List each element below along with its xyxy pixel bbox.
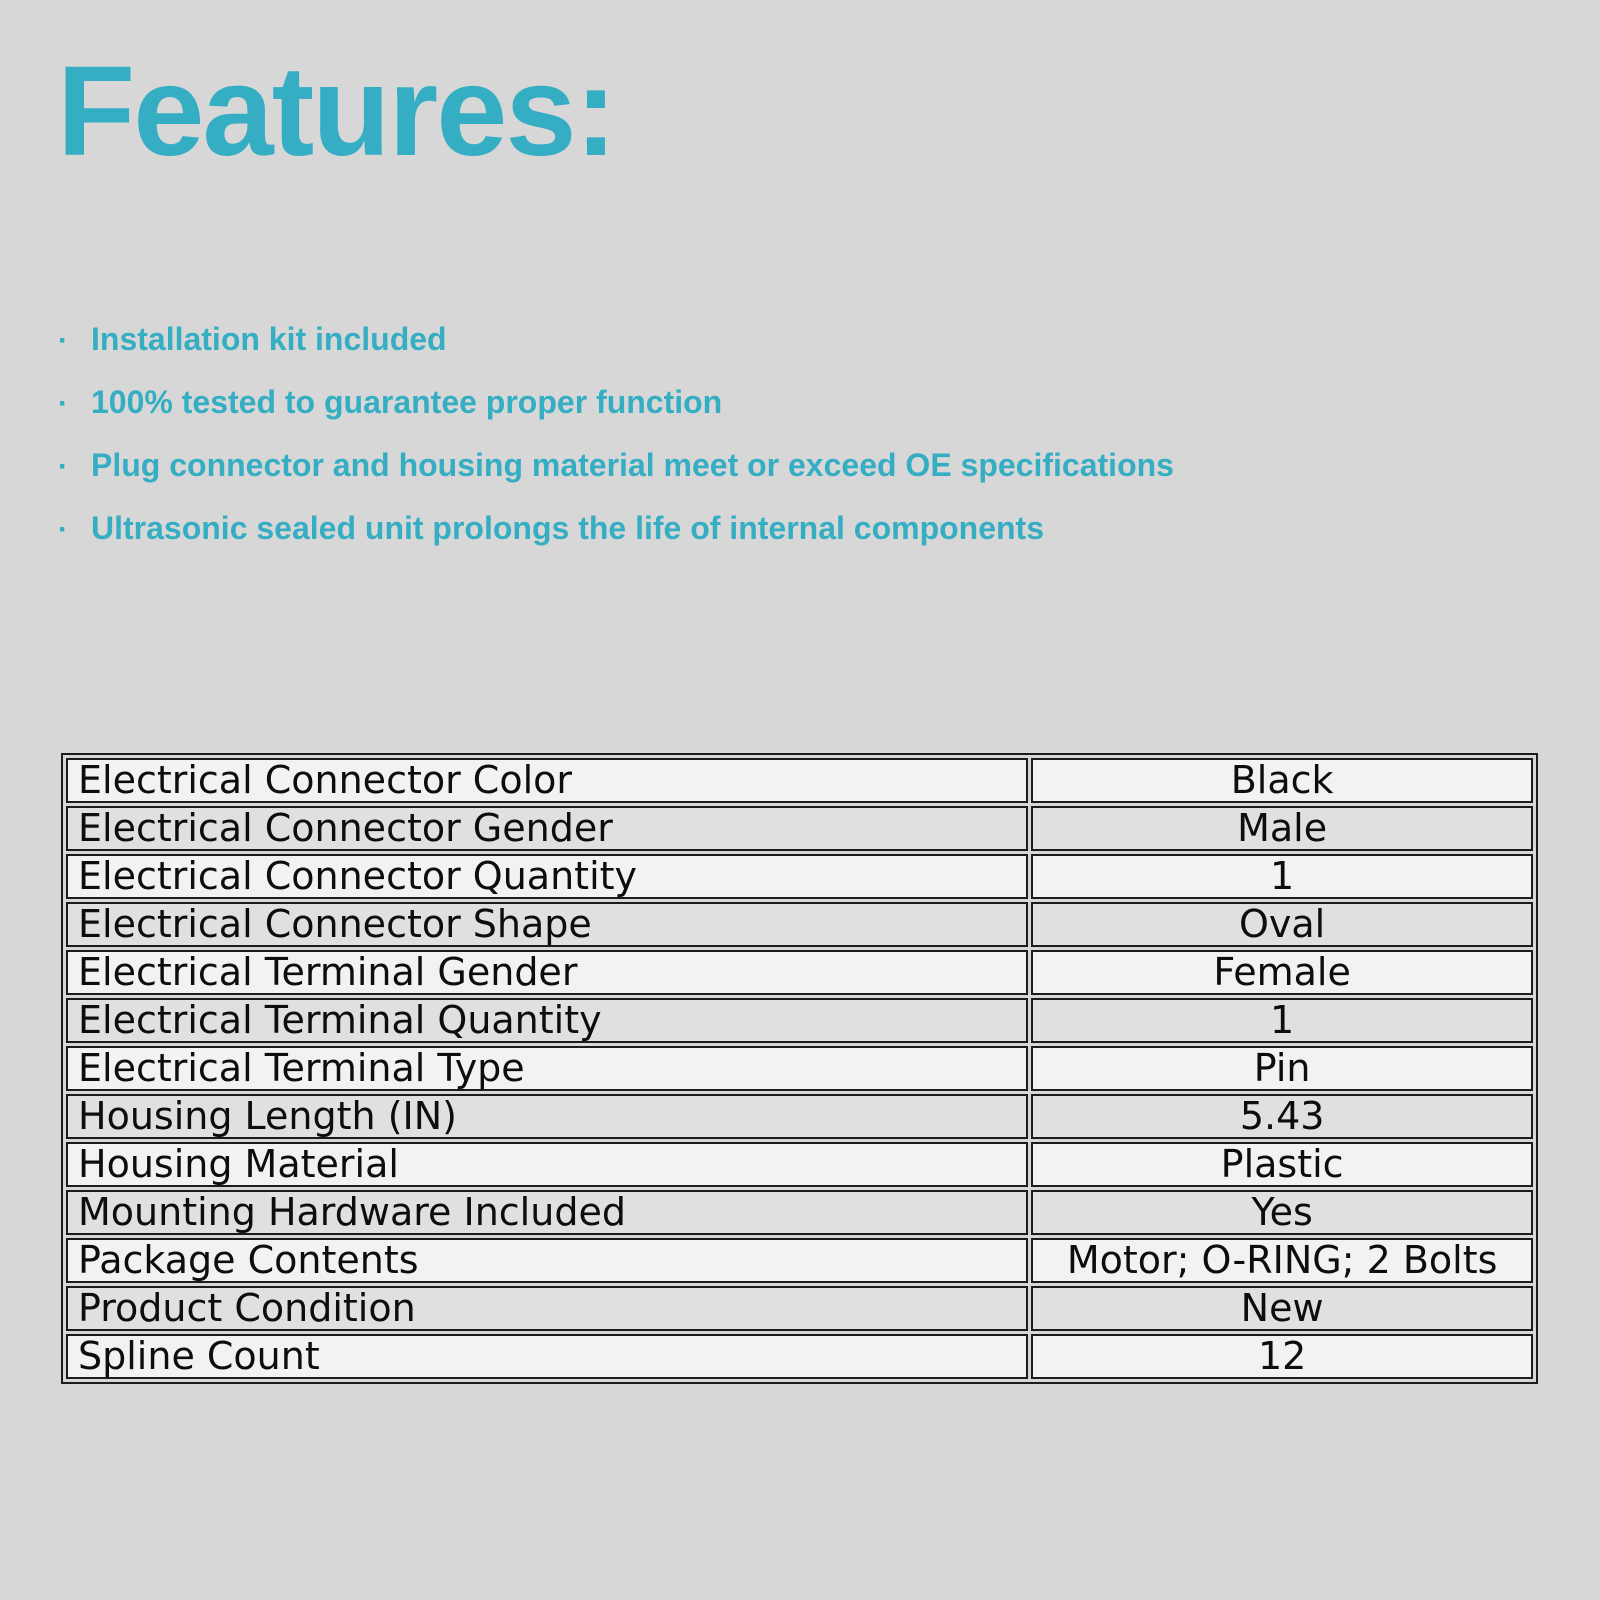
- features-heading: Features:: [57, 40, 616, 183]
- spec-label: Spline Count: [66, 1334, 1028, 1379]
- table-row: [66, 1046, 1533, 1091]
- feature-item: [55, 511, 1174, 547]
- spec-label: Electrical Terminal Gender: [66, 950, 1028, 995]
- features-list: [55, 322, 1174, 574]
- table-row: [66, 1094, 1533, 1139]
- spec-value: New: [1031, 1286, 1533, 1331]
- spec-value: Yes: [1031, 1190, 1533, 1235]
- spec-label: Electrical Connector Quantity: [66, 854, 1028, 899]
- table-row: [66, 854, 1533, 899]
- table-row: [66, 1334, 1533, 1379]
- bullet-icon: ·: [58, 324, 68, 357]
- spec-label: Product Condition: [66, 1286, 1028, 1331]
- table-row: [66, 950, 1533, 995]
- table-row: [66, 806, 1533, 851]
- table-row: [66, 902, 1533, 947]
- spec-value: Motor; O-RING; 2 Bolts: [1031, 1238, 1533, 1283]
- spec-label: Mounting Hardware Included: [66, 1190, 1028, 1235]
- spec-value: 12: [1031, 1334, 1533, 1379]
- spec-label: Housing Material: [66, 1142, 1028, 1187]
- table-row: [66, 1190, 1533, 1235]
- table-row: [66, 1238, 1533, 1283]
- feature-item: [55, 385, 1174, 421]
- spec-label: Electrical Connector Gender: [66, 806, 1028, 851]
- spec-label: Electrical Terminal Quantity: [66, 998, 1028, 1043]
- feature-text: 100% tested to guarantee proper function: [91, 384, 723, 420]
- feature-text: Installation kit included: [91, 321, 447, 357]
- table-row: [66, 1286, 1533, 1331]
- spec-label: Electrical Terminal Type: [66, 1046, 1028, 1091]
- spec-value: Plastic: [1031, 1142, 1533, 1187]
- spec-label: Electrical Connector Color: [66, 758, 1028, 803]
- spec-value: 1: [1031, 854, 1533, 899]
- table-row: [66, 998, 1533, 1043]
- feature-text: Plug connector and housing material meet or exceed OE specifications: [91, 447, 1174, 483]
- spec-value: Black: [1031, 758, 1533, 803]
- specs-table: [61, 753, 1538, 1384]
- spec-value: Male: [1031, 806, 1533, 851]
- spec-value: Oval: [1031, 902, 1533, 947]
- spec-value: 5.43: [1031, 1094, 1533, 1139]
- bullet-icon: ·: [58, 513, 68, 546]
- table-row: [66, 1142, 1533, 1187]
- feature-item: [55, 448, 1174, 484]
- spec-label: Package Contents: [66, 1238, 1028, 1283]
- spec-value: Female: [1031, 950, 1533, 995]
- feature-text: Ultrasonic sealed unit prolongs the life of internal components: [91, 510, 1044, 546]
- bullet-icon: ·: [58, 450, 68, 483]
- spec-value: 1: [1031, 998, 1533, 1043]
- spec-label: Housing Length (IN): [66, 1094, 1028, 1139]
- table-row: [66, 758, 1533, 803]
- spec-label: Electrical Connector Shape: [66, 902, 1028, 947]
- specs-table-body: [66, 758, 1533, 1379]
- bullet-icon: ·: [58, 387, 68, 420]
- feature-item: [55, 322, 1174, 358]
- spec-value: Pin: [1031, 1046, 1533, 1091]
